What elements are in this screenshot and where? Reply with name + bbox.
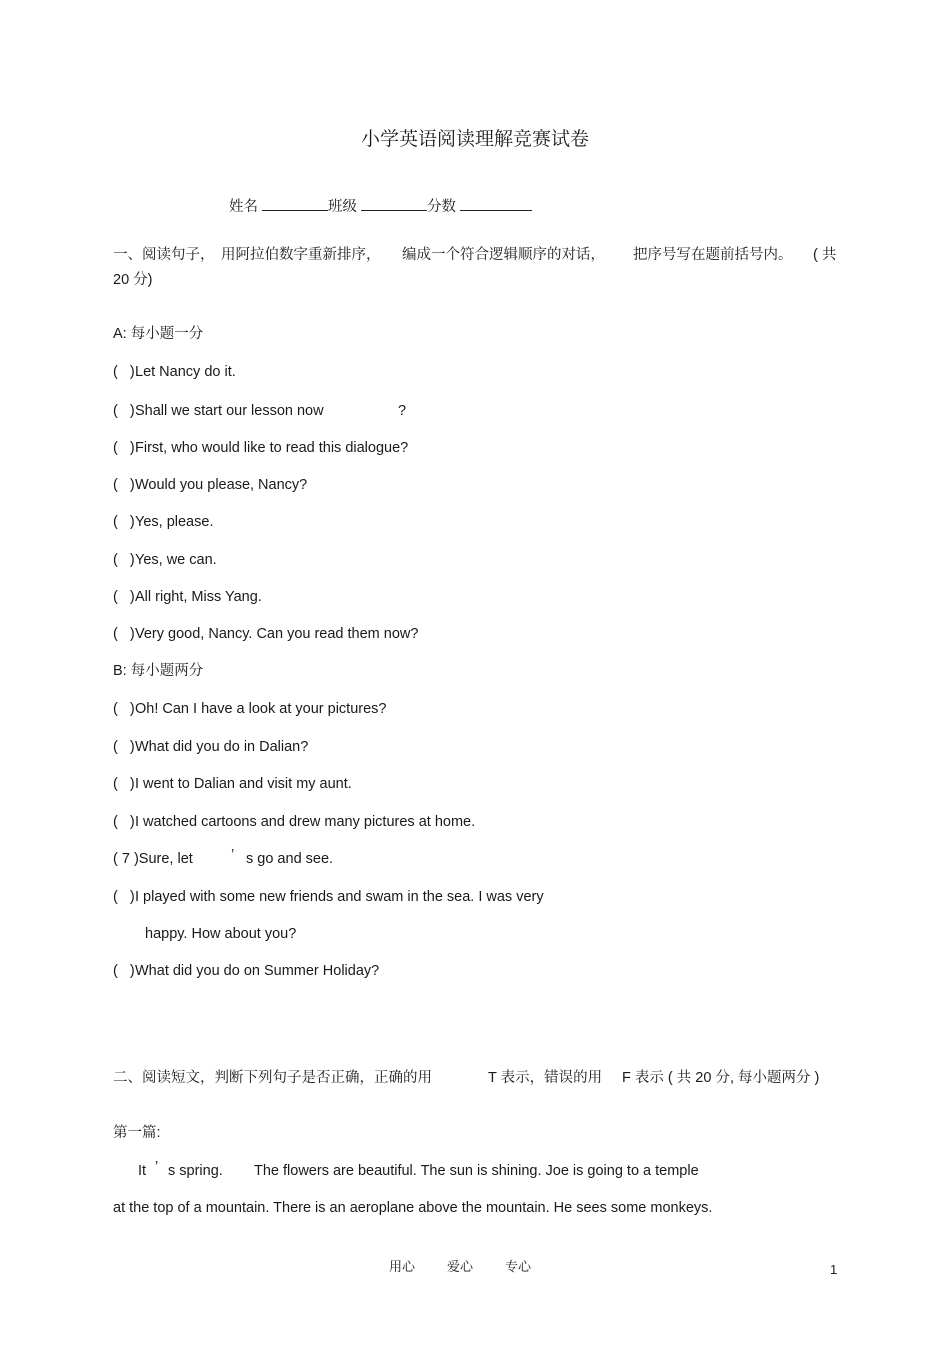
list-item: ( )Shall we start our lesson now <box>113 403 324 419</box>
class-label: 班级 <box>328 199 358 215</box>
list-item: ( )What did you do on Summer Holiday? <box>113 963 380 979</box>
answered-paren: ( 7 ) <box>113 851 139 867</box>
passage-label: 第一篇: <box>113 1125 161 1141</box>
item-text-continued: s go and see. <box>246 851 334 867</box>
section1-instruction-b: 用阿拉伯数字重新排序， <box>221 247 381 263</box>
section2-instruction-b: T 表示，错误的用 <box>488 1070 603 1086</box>
passage-text: s spring. <box>168 1163 223 1179</box>
item-text: Oh! Can I have a look at your pictures? <box>135 701 387 717</box>
apostrophe: ’ <box>155 1159 159 1175</box>
list-item: ( )I played with some new friends and swam in the sea. I was very <box>113 889 544 905</box>
list-item: ( )First, who would like to read this dialogue? <box>113 440 409 456</box>
page-number: 1 <box>830 1262 838 1277</box>
list-item: ( )Yes, we can. <box>113 552 217 568</box>
list-item: ( )Let Nancy do it. <box>113 364 236 380</box>
item-text: First, who would like to read this dialogue? <box>135 440 409 456</box>
item-text: What did you do on Summer Holiday? <box>135 963 380 979</box>
list-item: ( )Would you please, Nancy? <box>113 477 308 493</box>
footer-text: 用心 <box>389 1259 416 1274</box>
passage-text: at the top of a mountain. There is an aeroplane above the mountain. He sees some monkeys. <box>113 1200 713 1216</box>
list-item-answered <box>113 850 193 868</box>
section2-instruction-c: F 表示 ( 共 20 分, 每小题两分 ) <box>622 1070 820 1086</box>
item-text: Let Nancy do it. <box>135 364 236 380</box>
section1-instruction-e: ( 共 <box>813 247 837 263</box>
list-item: ( )Yes, please. <box>113 514 214 530</box>
name-blank[interactable] <box>262 196 328 211</box>
list-item: ( )All right, Miss Yang. <box>113 589 262 605</box>
score-blank[interactable] <box>460 196 532 211</box>
section1-instruction-d: 把序号写在题前括号内。 <box>633 247 793 263</box>
list-item: ( )What did you do in Dalian? <box>113 739 309 755</box>
item-text: What did you do in Dalian? <box>135 739 309 755</box>
passage-text: The flowers are beautiful. The sun is shining. Joe is going to a temple <box>254 1163 699 1179</box>
section1-instruction-c: 编成一个符合逻辑顺序的对话， <box>402 247 605 263</box>
apostrophe: ’ <box>231 847 235 863</box>
student-info-line <box>229 196 532 216</box>
item-text: I watched cartoons and drew many pictures at home. <box>135 814 476 830</box>
passage-text: It <box>138 1163 147 1179</box>
item-text: Would you please, Nancy? <box>135 477 308 493</box>
list-item: ( )Oh! Can I have a look at your pictures? <box>113 701 387 717</box>
footer-text: 专心 <box>505 1259 532 1274</box>
partB-label: B: 每小题两分 <box>113 663 204 679</box>
page-title: 小学英语阅读理解竞赛试卷 <box>360 129 589 150</box>
item-text: Yes, we can. <box>135 552 217 568</box>
item-text: Very good, Nancy. Can you read them now? <box>135 626 419 642</box>
item-text: All right, Miss Yang. <box>135 589 262 605</box>
score-label: 分数 <box>427 199 457 215</box>
name-label: 姓名 <box>229 199 258 215</box>
item-text: I played with some new friends and swam in the sea. I was very <box>135 889 544 905</box>
item-text: Sure, let <box>138 851 193 867</box>
section2-instruction-a: 二、阅读短文，判断下列句子是否正确，正确的用 <box>113 1070 432 1086</box>
section1-instruction-f: 20 分) <box>113 272 153 288</box>
item-text: Yes, please. <box>135 514 214 530</box>
list-item: ( )I went to Dalian and visit my aunt. <box>113 776 352 792</box>
class-blank[interactable] <box>361 196 427 211</box>
item-text: I went to Dalian and visit my aunt. <box>135 776 352 792</box>
section1-instruction-a: 一、阅读句子， <box>113 247 215 263</box>
list-item: ( )Very good, Nancy. Can you read them now? <box>113 626 419 642</box>
item-text-continued: happy. How about you? <box>145 926 297 942</box>
footer-text: 爱心 <box>447 1259 474 1274</box>
item-text: Shall we start our lesson now <box>135 403 324 419</box>
partA-label: A: 每小题一分 <box>113 326 204 342</box>
list-item: ( )I watched cartoons and drew many pictures at home. <box>113 814 476 830</box>
question-mark: ? <box>398 403 407 419</box>
